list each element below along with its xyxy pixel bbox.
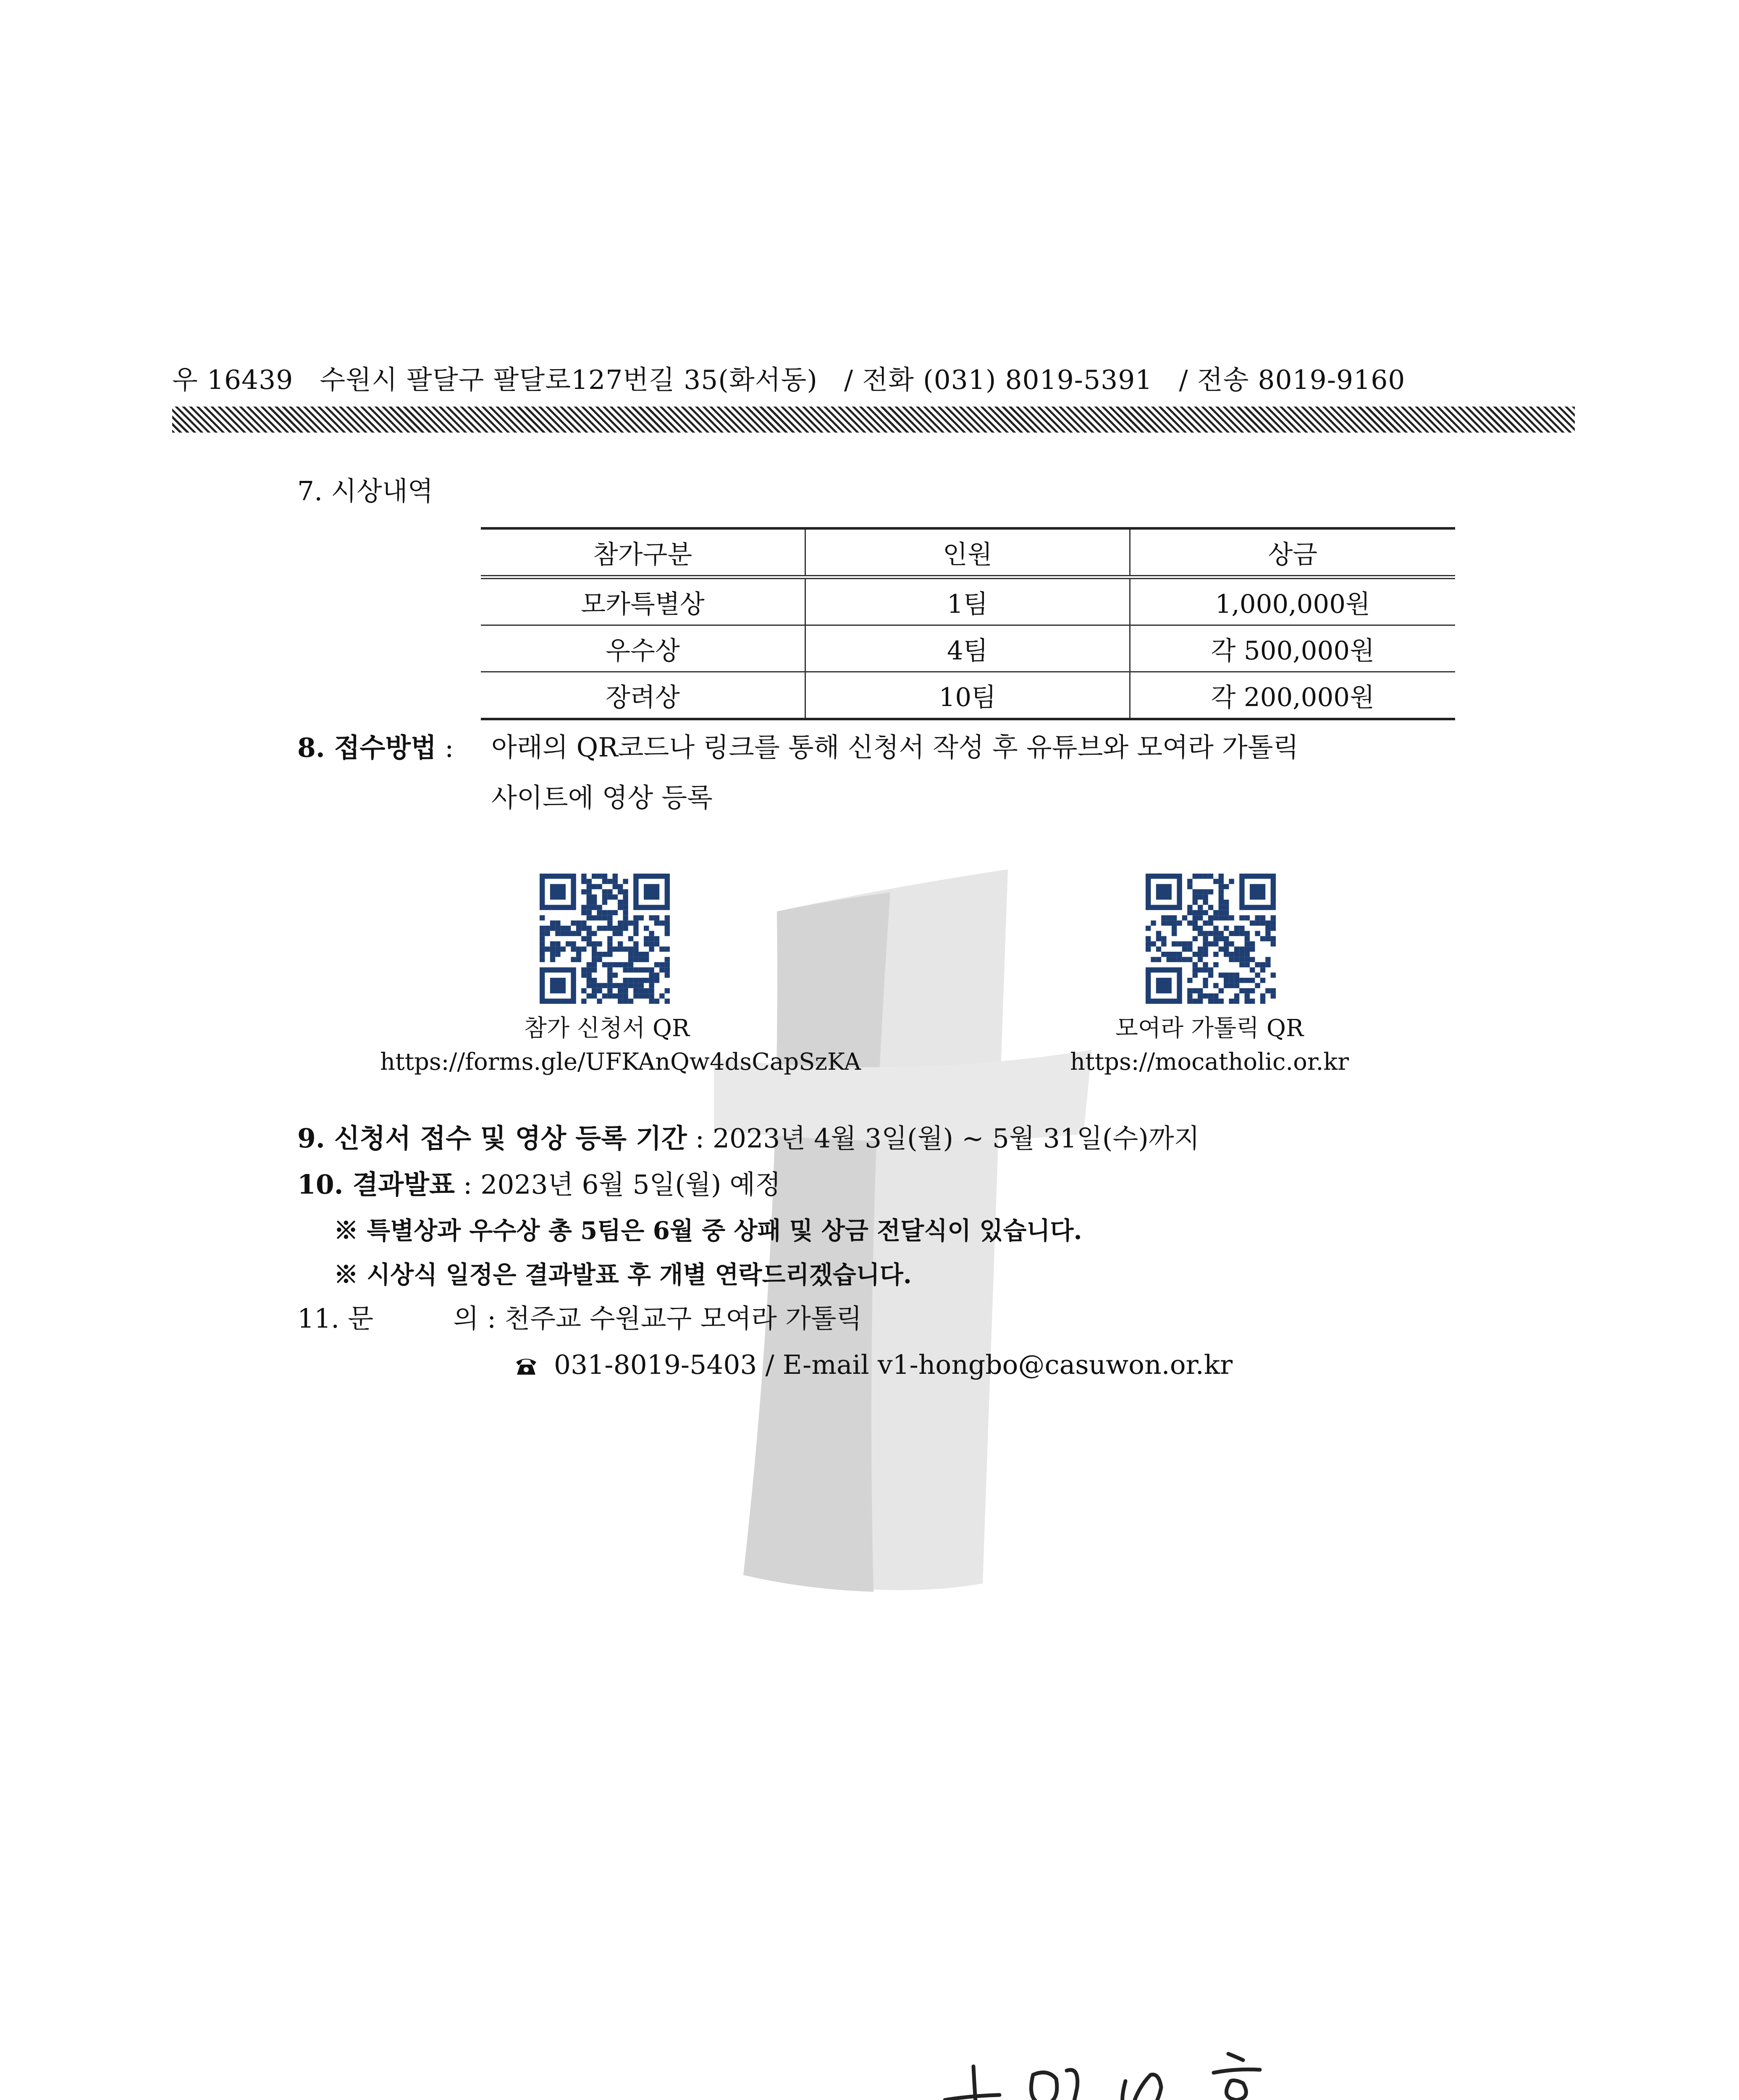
mocatholic-qr-caption: 모여라 가톨릭 QR (1115, 1015, 1304, 1042)
table-cell: 우수상 (481, 625, 805, 672)
column-header: 상금 (1130, 528, 1455, 577)
section-7-title: 7. 시상내역 (297, 476, 433, 507)
section-8-line-2: 사이트에 영상 등록 (491, 782, 713, 813)
table-cell: 1,000,000원 (1130, 577, 1455, 625)
fax-number: / 전송 8019-9160 (1179, 365, 1406, 395)
table-cell: 4팀 (805, 625, 1130, 672)
table-cell: 장려상 (481, 672, 805, 719)
table-header-row (481, 528, 1455, 577)
contact-details: 031-8019-5403 / E-mail v1-hongbo@casuwon.or.kr (554, 1349, 1233, 1380)
section-8-label (297, 729, 454, 767)
table-row (481, 625, 1455, 672)
section-11 (297, 1300, 862, 1338)
table-cell: 1팀 (805, 577, 1130, 625)
table-cell: 모카특별상 (481, 577, 805, 625)
zip-code: 우 16439 (172, 365, 294, 395)
column-header: 인원 (805, 528, 1130, 577)
application-qr-caption: 참가 신청서 QR (524, 1015, 690, 1042)
section-label: 10. 결과발표 (297, 1169, 455, 1200)
handwritten-signature (941, 2050, 1319, 2100)
address: 수원시 팔달구 팔달로127번길 35(화서동) (320, 365, 818, 395)
qr-code-icon (540, 874, 670, 1004)
qr-code-icon (1146, 874, 1276, 1004)
application-qr-code[interactable] (540, 874, 670, 1004)
table-cell: 각 200,000원 (1130, 672, 1455, 719)
colon: : (445, 732, 454, 763)
application-form-link[interactable]: https://forms.gle/UFKAnQw4dsCapSzKA (380, 1048, 861, 1076)
section-label-rest: 의 (453, 1303, 479, 1334)
table-cell: 10팀 (805, 672, 1130, 719)
telephone-icon (514, 1354, 538, 1376)
prize-table (481, 527, 1455, 720)
column-header: 참가구분 (481, 528, 805, 577)
table-row (481, 672, 1455, 719)
note-ceremony-schedule: ※ 시상식 일정은 결과발표 후 개별 연락드리겠습니다. (334, 1260, 912, 1289)
section-value: : 천주교 수원교구 모여라 가톨릭 (487, 1303, 862, 1334)
section-label-number: 11. 문 (297, 1303, 374, 1334)
mocatholic-site-link[interactable]: https://mocatholic.or.kr (1070, 1048, 1349, 1076)
mocatholic-qr-code[interactable] (1146, 874, 1276, 1004)
section-8-line-1: 아래의 QR코드나 링크를 통해 신청서 작성 후 유튜브와 모여라 가톨릭 (491, 732, 1299, 763)
hatched-divider (172, 407, 1575, 433)
note-award-ceremony: ※ 특별상과 우수상 총 5팀은 6월 중 상패 및 상금 전달식이 있습니다. (334, 1216, 1082, 1245)
contact-line (514, 1346, 1233, 1384)
table-row (481, 577, 1455, 625)
section-value: : 2023년 4월 3일(월) ~ 5월 31일(수)까지 (695, 1123, 1200, 1154)
phone-number: / 전화 (031) 8019-5391 (844, 365, 1153, 395)
section-label: 8. 접수방법 (297, 732, 437, 763)
section-value: : 2023년 6월 5일(월) 예정 (463, 1169, 781, 1200)
letterhead-address (172, 361, 1575, 399)
section-label: 9. 신청서 접수 및 영상 등록 기간 (297, 1123, 687, 1154)
table-cell: 각 500,000원 (1130, 625, 1455, 672)
section-9 (297, 1119, 1200, 1158)
section-10 (297, 1166, 781, 1204)
